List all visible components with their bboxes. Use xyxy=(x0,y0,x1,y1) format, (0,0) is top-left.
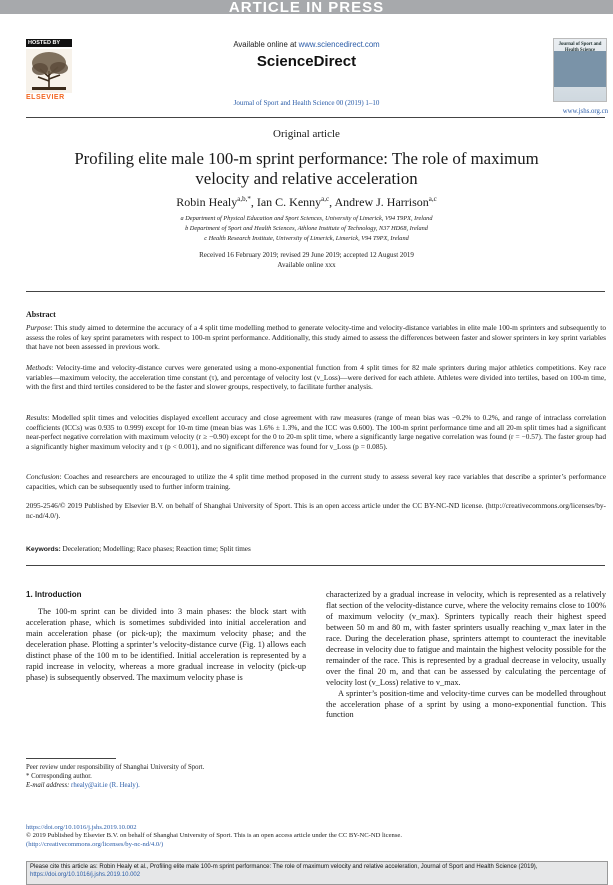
conclusion-label: Conclusion xyxy=(26,472,60,481)
methods-label: Methods xyxy=(26,363,52,372)
keywords-divider xyxy=(26,565,605,566)
section-heading: 1. Introduction xyxy=(26,590,82,599)
elsevier-tree-logo-icon xyxy=(26,49,72,93)
author-sup[interactable]: a,b,* xyxy=(237,195,251,203)
abstract-purpose xyxy=(26,323,606,352)
methods-text: : Velocity-time and velocity-distance curves were generated using a mono-exponential function from 4 split times for 82 male sprinters during major athletics competitions. Key race variables—maximum velocity, the acceleration time constant (τ), and percentage of velocity lost (v_Loss)—were derived for each athlete. Athletes were divided into tertiles, based on 100-m time, with the first and third tertiles considered to be the faster and slower groups, respectively, to facilitate further analysis. xyxy=(26,363,606,392)
available-online xyxy=(200,40,413,49)
cover-title: Journal of Sport and xyxy=(558,42,602,47)
footnote-divider xyxy=(26,758,116,759)
results-text: : Modelled split times and velocities displayed excellent accuracy and close agreement with raw measures (range of mean bias was −0.2% to 0.2%, and range of intraclass correlation coefficients (ICCs) was 0.935 to 0.999) except for 10-m time (mean bias was 1.6% ± 1.3%, and the ICC was 0.600). The 100-m sprint performance time and all 20-m split times had a significant near-perfect negative correlation with maximum velocity (r ≥ −0.90) except for the 0 to 20-m split time, where a significantly large negative correlation was found (r = −0.57). The faster group had a significantly higher maximum velocity and τ (p < 0.001), and no significant difference was found for v_Loss (p = 0.085). xyxy=(26,413,606,452)
abstract-results xyxy=(26,413,606,452)
intro-paragraph-cont: characterized by a gradual increase in velocity, which is represented as a relatively flat section of the velocity-distance curve, where the velocity remains close to 100% of maximum velocity (v_max). Sprinters typically reach their highest speed between 50 m and 80 m, with faster sprinters usually reaching v_max later in the race. During the deceleration phase, sprinters attempt to counteract the inevitable decrease in velocity due to fatigue and maintain the highest velocity possible for the remainder of the race. This is represented by a gradual decrease in velocity, usually over the final 20 m, and that can be assessed by calculating the percentage of velocity lost (v_Loss) relative to v_max. xyxy=(326,590,606,687)
corresponding-note: * Corresponding author. xyxy=(26,773,92,780)
email-label: E-mail address: xyxy=(26,782,70,789)
intro-paragraph-2: A sprinter’s position-time and velocity-time curves can be modelled throughout the acceleration phase of a sprint by using a mono-exponential function. This function xyxy=(326,688,606,720)
abstract-methods xyxy=(26,363,606,392)
doi-block xyxy=(26,824,606,849)
keywords-line xyxy=(26,545,606,553)
author-name[interactable]: Robin Healy xyxy=(176,195,238,209)
cite-this-article-box xyxy=(26,861,608,885)
journal-cover-thumbnail[interactable] xyxy=(553,38,607,102)
author-name[interactable]: Andrew J. Harrison xyxy=(334,195,429,209)
title-line-1: Profiling elite male 100-m sprint performance: The role of maximum xyxy=(74,149,539,168)
purpose-label: Purpose xyxy=(26,323,51,332)
conclusion-text: : Coaches and researchers are encouraged to utilize the 4 split time method proposed in the current study to assess several key race variables that describe a sprinter’s performance capacities, which can be subsequently used to further inform training. xyxy=(26,472,606,491)
sciencedirect-wordmark: ScienceDirect xyxy=(256,53,357,70)
doi-link[interactable]: https://doi.org/10.1016/j.jshs.2019.10.002 xyxy=(26,824,137,831)
received-dates: Received 16 February 2019; revised 29 June 2019; accepted 12 August 2019 xyxy=(199,251,414,259)
cover-image-band xyxy=(554,51,606,87)
email-link[interactable]: rhealy@ait.ie (R. Healy). xyxy=(69,782,140,789)
hosted-by-label: HOSTED BY xyxy=(26,39,72,47)
license-link[interactable]: (http://creativecommons.org/licenses/by-nc-nd/4.0/) xyxy=(26,840,164,848)
article-type: Original article xyxy=(273,128,340,140)
available-online-date: Available online xxx xyxy=(277,261,336,269)
title-line-2: velocity and relative acceleration xyxy=(195,169,418,188)
intro-paragraph: The 100-m sprint can be divided into 3 main phases: the block start with acceleration phase, which is sometimes subdivided into initial acceleration and main acceleration phase (or pick-up); the maximum velocity phase; and the deceleration phase. Plotting a sprinter’s velocity-distance curve (Fig. 1) allows each distinct phase of the 100 m to be identified. Initial acceleration is represented by a rapid increase in velocity, whereas a more gradual increase in velocity (pick-up phase) is subsequently observed. The maximum velocity phase is xyxy=(26,606,306,682)
cite-text: Please cite this article as: Robin Healy et al., Profiling elite male 100-m sprint performance: The role of maximum velocity and relative acceleration, Journal of Sport and Health Science (2019), xyxy=(30,864,538,870)
author-sup[interactable]: a,c xyxy=(321,195,330,203)
sciencedirect-link[interactable]: www.sciencedirect.com xyxy=(298,40,380,49)
abstract-copyright: 2095-2546/© 2019 Published by Elsevier B.V. on behalf of Shanghai University of Sport. This is an open access article under the CC BY-NC-ND license. (http://creativecommons.org/licenses/by-nc-nd/4.0/). xyxy=(26,501,606,520)
cite-doi-link[interactable]: https://doi.org/10.1016/j.jshs.2019.10.002 xyxy=(30,872,141,878)
abstract-conclusion xyxy=(26,472,606,491)
available-prefix: Available online at xyxy=(233,40,299,49)
body-right-column xyxy=(326,590,606,721)
journal-citation-line[interactable]: Journal of Sport and Health Science 00 (2019) 1–10 xyxy=(233,99,380,107)
body-left-column xyxy=(26,590,306,684)
peer-review-note: Peer review under responsibility of Shanghai University of Sport. xyxy=(26,764,205,771)
author-list: Robin Healy$^{a,b,*}$, Ian C. Kenny$^{a,c}$, Andrew J. Harrison$^{a,c}$ xyxy=(176,195,437,209)
elsevier-wordmark: ELSEVIER xyxy=(26,94,65,101)
article-in-press-banner: ARTICLE IN PRESS xyxy=(0,0,613,14)
results-label: Results xyxy=(26,413,48,422)
email-note xyxy=(26,782,306,791)
journal-url-link[interactable]: www.jshs.org.cn xyxy=(562,108,608,115)
abstract-heading: Abstract xyxy=(26,310,56,319)
keywords-label: Keywords: xyxy=(26,546,61,553)
author-name[interactable]: Ian C. Kenny xyxy=(256,195,322,209)
affiliation: c Health Research Institute, University of Limerick, Limerick, V94 T9PX, Ireland xyxy=(204,235,409,242)
license-text: © 2019 Published by Elsevier B.V. on behalf of Shanghai University of Sport. This is an open access article under the CC BY-NC-ND license. xyxy=(26,832,402,840)
abstract-top-divider xyxy=(26,291,605,292)
keywords-text: Deceleration; Modelling; Race phases; Reaction time; Split times xyxy=(60,545,251,553)
purpose-text: : This study aimed to determine the accuracy of a 4 split time modelling method to generate velocity-time and velocity-distance variables in elite male 100-m sprinters and subsequently to assess the roles of key sprint parameters with respect to 100-m sprint performance. Additionally, this study aimed to assess the differences between faster and slower sprinters in key sprint variables that have not been assessed in previous work. xyxy=(26,323,606,352)
affiliation: b Department of Sport and Health Sciences, Athlone Institute of Technology, N37 HD68, Ireland xyxy=(185,225,428,232)
article-title xyxy=(40,149,573,189)
header-divider xyxy=(26,117,605,118)
author-sup[interactable]: a,c xyxy=(428,195,437,203)
affiliation: a Department of Physical Education and Sport Sciences, University of Limerick, V94 T9PX, Ireland xyxy=(180,215,433,222)
